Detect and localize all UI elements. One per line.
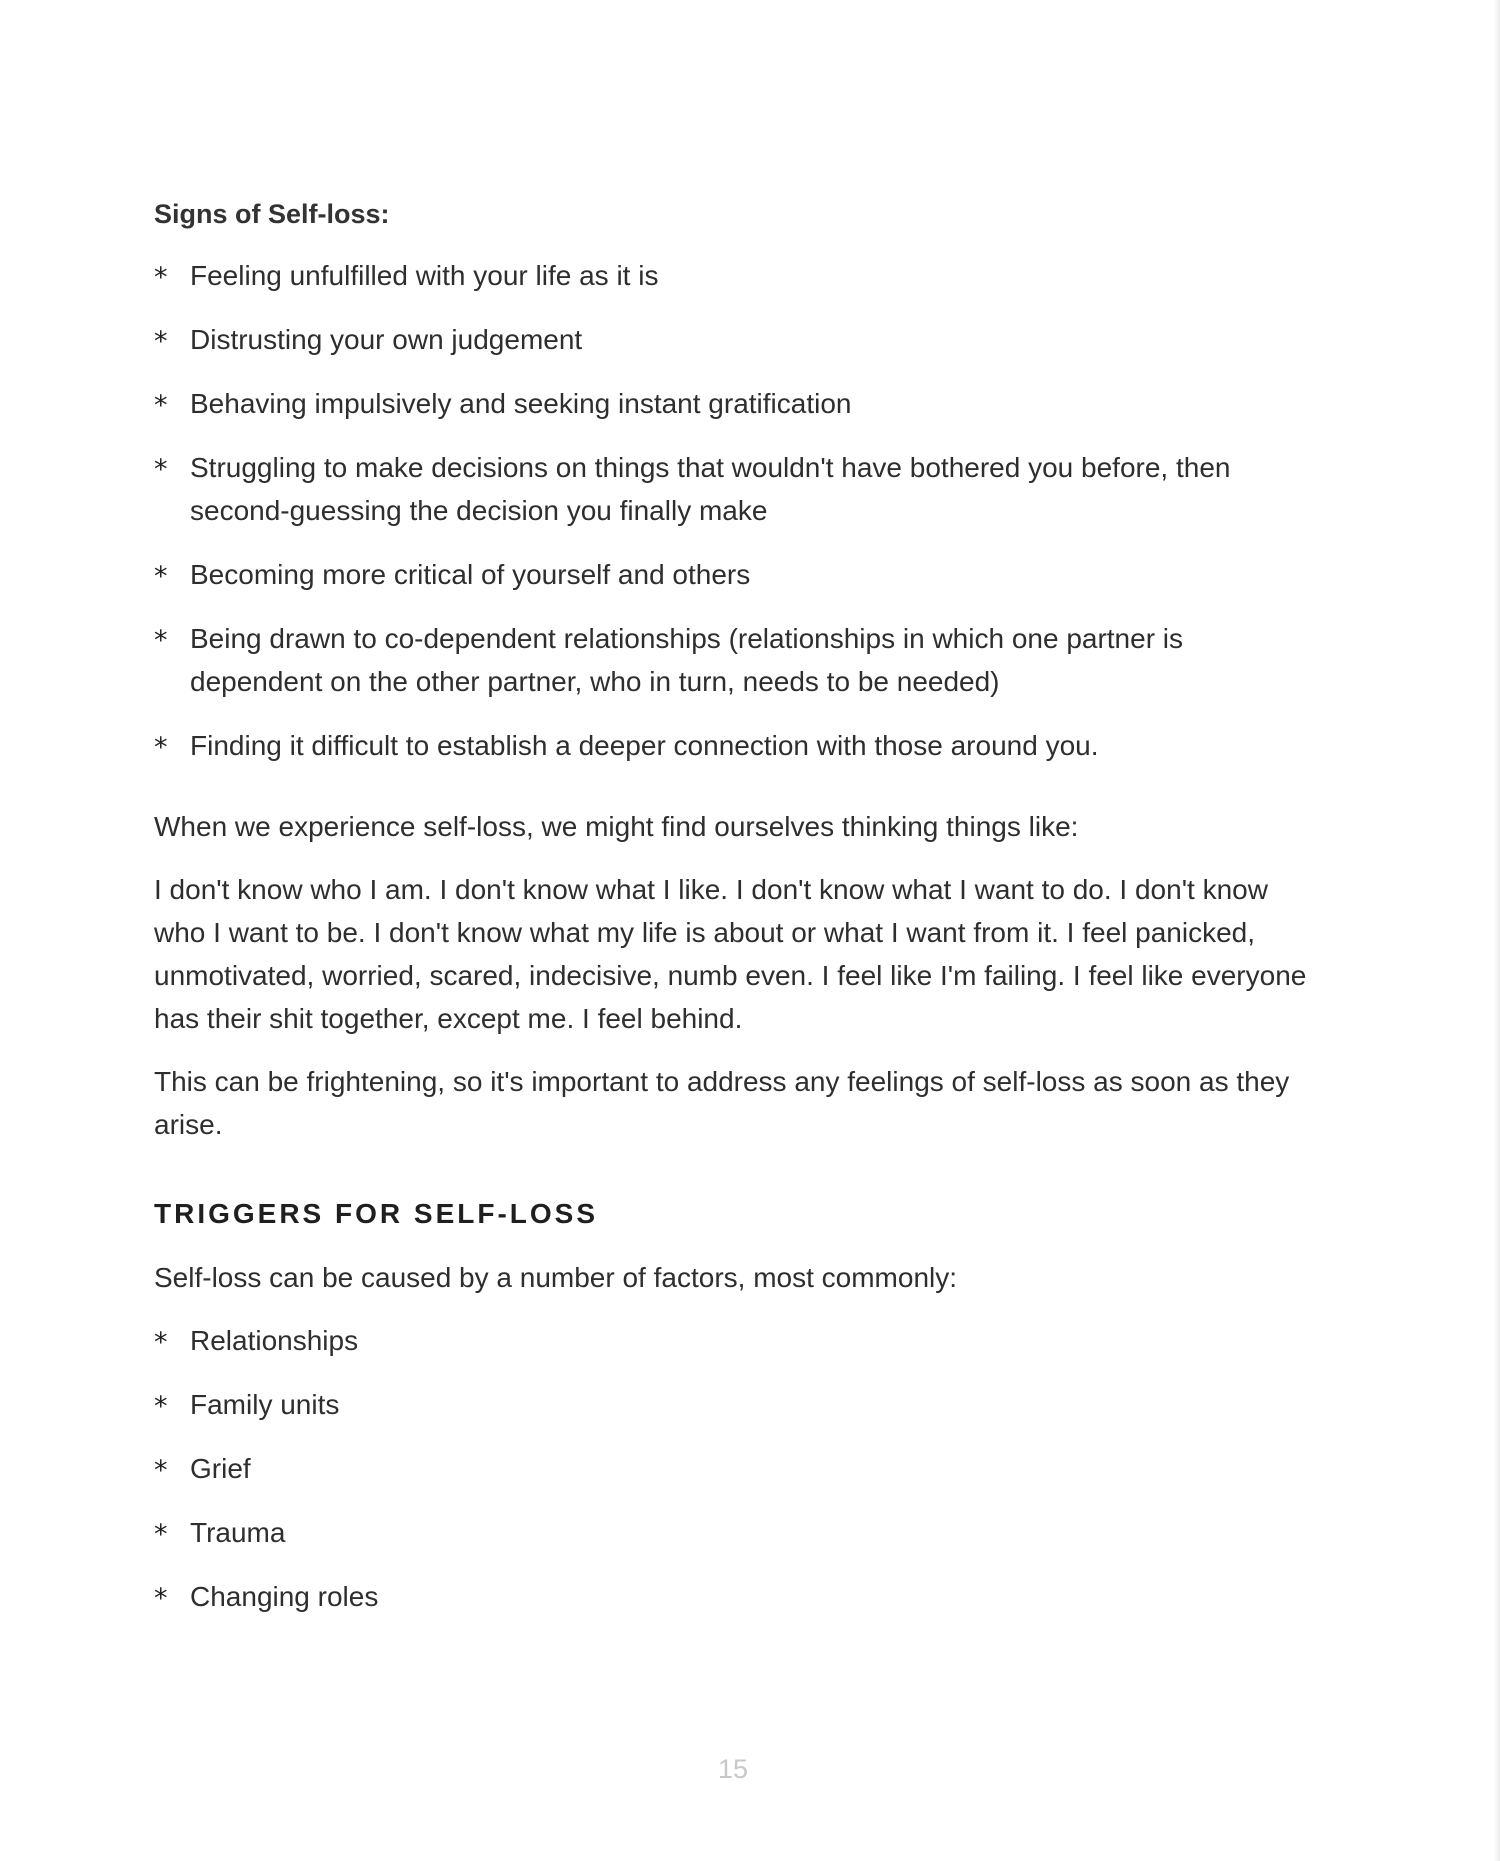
list-item-text: Being drawn to co-dependent relationships (relationships in which one partner is dependent on the other partner, who in turn, needs to be needed) xyxy=(190,623,1184,697)
triggers-list xyxy=(154,1319,1314,1618)
list-item xyxy=(154,617,1314,703)
list-item-text: Changing roles xyxy=(190,1581,379,1612)
asterisk-bullet-icon: * xyxy=(154,1455,168,1486)
list-item-text: Becoming more critical of yourself and others xyxy=(190,559,751,590)
asterisk-bullet-icon: * xyxy=(154,262,168,293)
asterisk-bullet-icon: * xyxy=(154,1391,168,1422)
list-item xyxy=(154,382,1314,425)
list-item-text: Trauma xyxy=(190,1517,286,1548)
asterisk-bullet-icon: * xyxy=(154,326,168,357)
list-item xyxy=(154,1383,1314,1426)
list-item-text: Grief xyxy=(190,1453,251,1484)
asterisk-bullet-icon: * xyxy=(154,1327,168,1358)
list-item xyxy=(154,254,1314,297)
asterisk-bullet-icon: * xyxy=(154,561,168,592)
list-item xyxy=(154,1511,1314,1554)
asterisk-bullet-icon: * xyxy=(154,390,168,421)
list-item-text: Distrusting your own judgement xyxy=(190,324,583,355)
list-item xyxy=(154,318,1314,361)
list-item-text: Finding it difficult to establish a deeper connection with those around you. xyxy=(190,730,1099,761)
asterisk-bullet-icon: * xyxy=(154,1519,168,1550)
list-item-text: Struggling to make decisions on things that wouldn't have bothered you before, then second-guessing the decision you finally make xyxy=(190,452,1231,526)
page-number: 15 xyxy=(718,1754,749,1784)
list-item-text: Relationships xyxy=(190,1325,359,1356)
asterisk-bullet-icon: * xyxy=(154,625,168,656)
list-item-text: Family units xyxy=(190,1389,340,1420)
list-item-text: Feeling unfulfilled with your life as it is xyxy=(190,260,659,291)
list-item xyxy=(154,1575,1314,1618)
page-edge-shadow xyxy=(1494,0,1500,1861)
paragraph-thoughts: I don't know who I am. I don't know what I like. I don't know what I want to do. I don't know who I want to be. I don't know what my life is about or what I want from it. I feel panicked, unmotivated, worried, scared, indecisive, numb even. I feel like I'm failing. I feel like everyone has their shit together, except me. I feel behind. xyxy=(154,874,1307,1034)
list-item xyxy=(154,724,1314,767)
list-item xyxy=(154,446,1314,532)
list-item-text: Behaving impulsively and seeking instant gratification xyxy=(190,388,852,419)
list-item xyxy=(154,1319,1314,1362)
list-item xyxy=(154,553,1314,596)
signs-list xyxy=(154,254,1314,767)
asterisk-bullet-icon: * xyxy=(154,1583,168,1614)
signs-heading: Signs of Self-loss: xyxy=(154,199,390,229)
paragraph-intro: When we experience self-loss, we might find ourselves thinking things like: xyxy=(154,811,1079,842)
paragraph-advice: This can be frightening, so it's important to address any feelings of self-loss as soon as they arise. xyxy=(154,1066,1290,1140)
page-content xyxy=(154,196,1314,1639)
triggers-heading: TRIGGERS FOR SELF-LOSS xyxy=(154,1198,599,1229)
asterisk-bullet-icon: * xyxy=(154,454,168,485)
asterisk-bullet-icon: * xyxy=(154,732,168,763)
triggers-intro: Self-loss can be caused by a number of factors, most commonly: xyxy=(154,1262,958,1293)
list-item xyxy=(154,1447,1314,1490)
